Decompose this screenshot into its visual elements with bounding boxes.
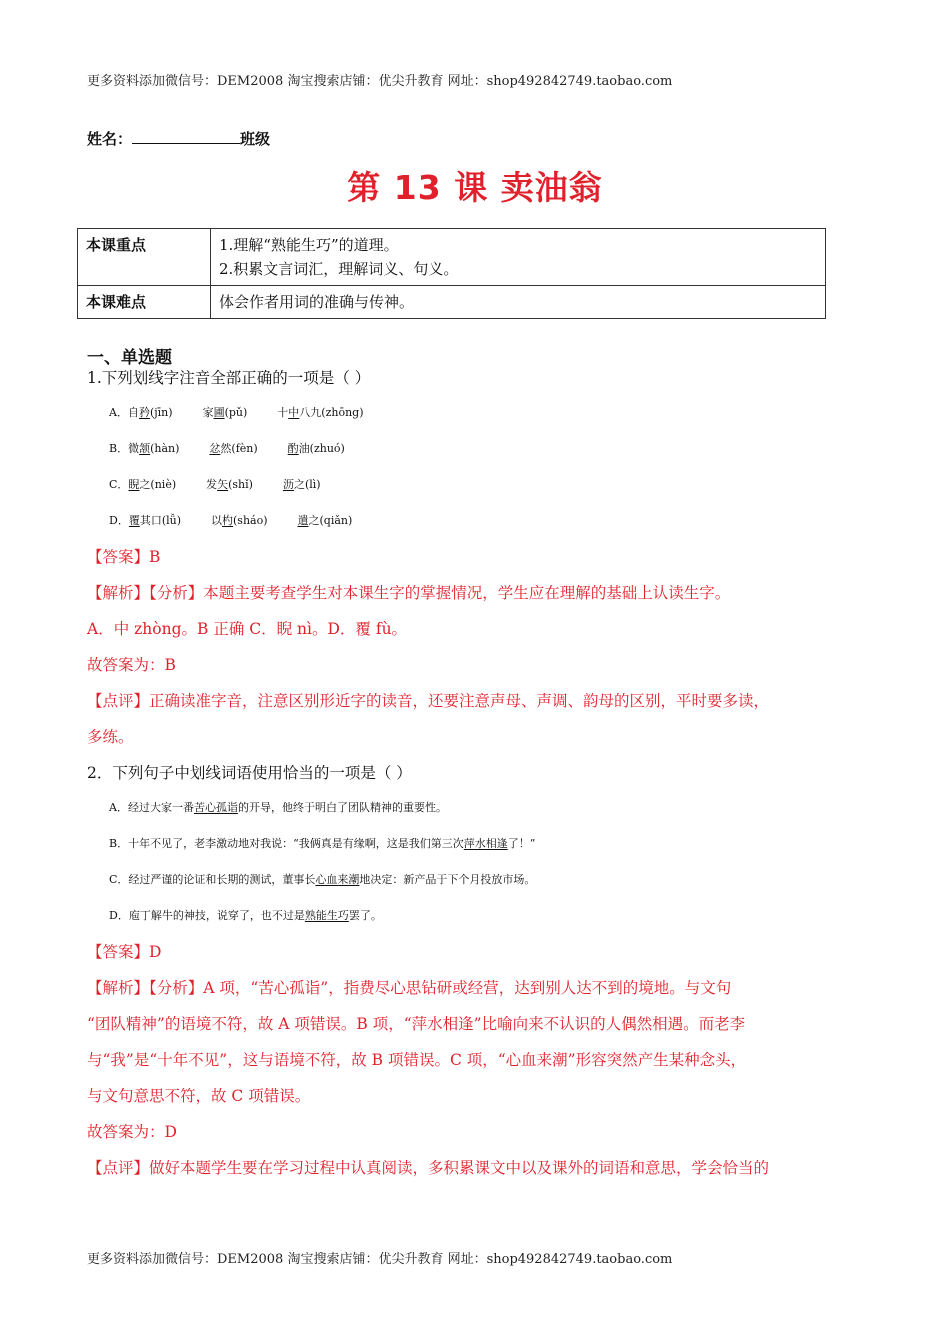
- option-text: C．经过严谨的论证和长期的测试，董事长: [109, 873, 316, 886]
- option-text: A．经过大家一番: [109, 801, 194, 814]
- name-class-line: [87, 128, 270, 149]
- difficult-points-label: 本课难点: [78, 286, 211, 319]
- q2-option-d: [87, 903, 877, 939]
- q1-comment-line-2: 多练。: [87, 728, 134, 746]
- underlined-char: 圃: [213, 406, 225, 419]
- option-text: 家: [202, 406, 214, 419]
- q1-option-c: [87, 472, 877, 508]
- underlined-char: 杓: [222, 514, 234, 527]
- underlined-char: 颔: [139, 442, 151, 455]
- option-text: 八九(zhōng): [299, 406, 364, 419]
- key-points-label: 本课重点: [78, 229, 211, 286]
- name-label: 姓名：: [87, 130, 133, 148]
- option-text: 其口(lǚ): [139, 514, 182, 527]
- option-label: A．: [109, 406, 128, 419]
- option-text: 微: [128, 442, 140, 455]
- name-blank: [132, 129, 240, 144]
- option-label: B．: [109, 442, 129, 455]
- underlined-char: 睨: [128, 478, 140, 491]
- q2-comment-line-1: 【点评】做好本题学生要在学习过程中认真阅读，多积累课文中以及课外的词语和意思，学会恰当的: [87, 1159, 770, 1177]
- option-text: D．庖丁解牛的神技，说穿了，也不过是: [109, 909, 305, 922]
- option-text: (jīn): [149, 406, 173, 419]
- option-text: 发: [206, 478, 218, 491]
- option-text: 之(lì): [293, 478, 321, 491]
- option-text: (shǐ): [228, 478, 253, 491]
- q2-option-a: [87, 795, 877, 831]
- key-points-content: [211, 229, 826, 286]
- underlined-phrase: 萍水相逢: [463, 837, 508, 850]
- q2-analysis-line-4: 与文句意思不符，故 C 项错误。: [87, 1087, 311, 1105]
- q1-analysis: 【解析】【分析】本题主要考查学生对本课生字的掌握情况，学生应在理解的基础上认读生字。: [87, 584, 731, 602]
- option-text: 地决定：新产品于下个月投放市场。: [359, 873, 536, 886]
- underlined-char: 忿: [209, 442, 221, 455]
- class-label: 班级: [240, 130, 271, 148]
- q2-conclusion: 故答案为：D: [87, 1123, 177, 1141]
- option-text: (sháo): [233, 514, 268, 527]
- q1-option-b: [87, 436, 877, 472]
- option-text: 自: [127, 406, 139, 419]
- q1-answer: 【答案】B: [87, 548, 161, 566]
- key-point-2: 2.积累文言词汇，理解词义、句义。: [219, 260, 459, 278]
- underlined-char: 覆: [128, 514, 140, 527]
- option-text: 之(qiǎn): [308, 514, 353, 527]
- option-text: 以: [211, 514, 223, 527]
- section-heading: 一、单选题: [87, 348, 172, 368]
- option-text: B．十年不见了，老李激动地对我说：“我俩真是有缘啊，这是我们第三次: [109, 837, 464, 850]
- underlined-char: 矜: [138, 406, 150, 419]
- underlined-char: 矢: [217, 478, 229, 491]
- underlined-char: 中: [288, 406, 300, 419]
- difficult-points-content: 体会作者用词的准确与传神。: [211, 286, 826, 319]
- option-text: 然(fèn): [220, 442, 258, 455]
- q1-analysis-detail: A．中 zhòng。B 正确 C．睨 nì。D．覆 fù。: [87, 620, 408, 638]
- option-text: (pǔ): [224, 406, 248, 419]
- option-text: 罢了。: [348, 909, 382, 922]
- option-text: 之(niè): [139, 478, 177, 491]
- header-note: 更多资料添加微信号：DEM2008 淘宝搜索店铺：优尖升教育 网址：shop492842749.taobao.com: [87, 74, 673, 89]
- q2-option-b: [87, 831, 877, 867]
- q1-option-a: [87, 400, 877, 436]
- underlined-char: 遣: [297, 514, 309, 527]
- key-points-row: [78, 229, 826, 286]
- focus-table: [77, 228, 826, 319]
- underlined-char: 沥: [282, 478, 294, 491]
- option-text: 了！”: [507, 837, 536, 850]
- underlined-phrase: 熟能生巧: [304, 909, 349, 922]
- q1-comment-line-1: 【点评】正确读准字音，注意区别形近字的读音，还要注意声母、声调、韵母的区别，平时要多读，: [87, 692, 770, 710]
- q1-option-d: [87, 508, 877, 544]
- question-content: [87, 365, 877, 1191]
- q2-analysis-line-2: “团队精神”的语境不符，故 A 项错误。B 项，“萍水相逢”比喻向来不认识的人偶然相遇。而老李: [87, 1015, 746, 1033]
- lesson-title: 第 13 课 卖油翁: [347, 168, 603, 207]
- q2-analysis-line-3: 与“我”是“十年不见”，这与语境不符，故 B 项错误。C 项，“心血来潮”形容突然产生某种念头，: [87, 1051, 747, 1069]
- underlined-phrase: 苦心孤诣: [193, 801, 238, 814]
- q2-analysis-line-1: 【解析】【分析】A 项，“苦心孤诣”，指费尽心思钻研或经营，达到别人达不到的境地。与文句: [87, 979, 732, 997]
- key-point-1: 1.理解“熟能生巧”的道理。: [219, 236, 399, 254]
- option-label: C．: [109, 478, 129, 491]
- option-label: D．: [109, 514, 129, 527]
- q2-option-c: [87, 867, 877, 903]
- option-text: 油(zhuó): [298, 442, 345, 455]
- footer-note: 更多资料添加微信号：DEM2008 淘宝搜索店铺：优尖升教育 网址：shop492842749.taobao.com: [87, 1252, 673, 1267]
- option-text: 的开导，他终于明白了团队精神的重要性。: [237, 801, 447, 814]
- difficult-points-row: [78, 286, 826, 319]
- q2-stem: 2．下列句子中划线词语使用恰当的一项是（ ）: [87, 764, 412, 782]
- q2-answer: 【答案】D: [87, 943, 162, 961]
- option-text: (hàn): [150, 442, 180, 455]
- option-text: 十: [277, 406, 289, 419]
- q1-conclusion: 故答案为：B: [87, 656, 176, 674]
- underlined-char: 酌: [287, 442, 299, 455]
- underlined-phrase: 心血来潮: [315, 873, 360, 886]
- q1-stem: 1.下列划线字注音全部正确的一项是（ ）: [87, 369, 371, 387]
